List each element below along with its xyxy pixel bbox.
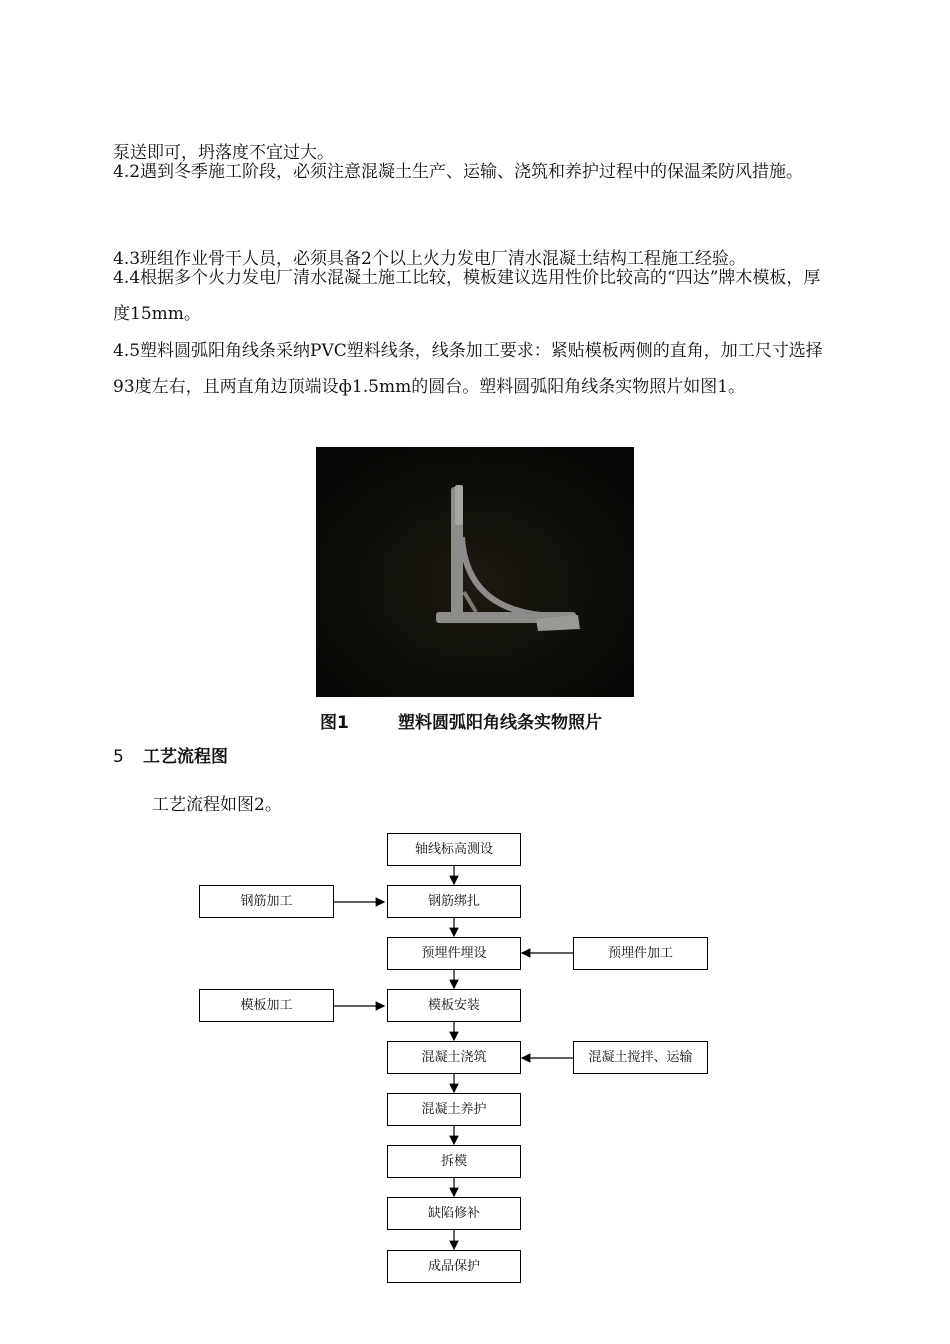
flow-step-product-protection: 成品保护 — [387, 1250, 521, 1283]
flow-step-formwork-install: 模板安装 — [387, 989, 521, 1022]
paragraph-4-4: 4.4根据多个火力发电厂清水混凝土施工比较，模板建议选用性价比较高的“四达”牌木模板，厚度15mm。 — [113, 268, 821, 324]
flow-step-defect-repair: 缺陷修补 — [387, 1197, 521, 1230]
paragraph-4-5: 4.5塑料圆弧阳角线条采纳PVC塑料线条，线条加工要求：紧贴模板两侧的直角，加工尺寸选择93度左右，且两直角边顶端设ф1.5mm的圆台。塑料圆弧阳角线条实物照片如图1。 — [113, 341, 823, 397]
flow-step-concrete-cure: 混凝土养护 — [387, 1093, 521, 1126]
figure-1-number: 图1 — [320, 713, 349, 733]
paragraph-continuation: 泵送即可，坍落度不宜过大。 — [113, 143, 334, 163]
flow-step-form-removal: 拆模 — [387, 1145, 521, 1178]
figure-1-title: 塑料圆弧阳角线条实物照片 — [398, 713, 602, 733]
flow-step-concrete-pour: 混凝土浇筑 — [387, 1041, 521, 1074]
section-5-intro: 工艺流程如图2。 — [152, 795, 282, 815]
flow-input-formwork-processing: 模板加工 — [199, 989, 334, 1022]
flow-step-embed-install: 预埋件埋设 — [387, 937, 521, 970]
paragraph-4-3: 4.3班组作业骨干人员，必须具备2个以上火力发电厂清水混凝土结构工程施工经验。 — [113, 249, 746, 269]
flow-step-rebar-tying: 钢筋绑扎 — [387, 885, 521, 918]
paragraph-4-2: 4.2遇到冬季施工阶段，必须注意混凝土生产、运输、浇筑和养护过程中的保温柔防风措施。 — [113, 162, 804, 182]
section-5-title: 工艺流程图 — [143, 747, 228, 767]
flow-input-concrete-mixing: 混凝土搅拌、运输 — [573, 1041, 708, 1074]
flow-step-axis-survey: 轴线标高测设 — [387, 833, 521, 866]
flow-input-embed-processing: 预埋件加工 — [573, 937, 708, 970]
section-5-number: 5 — [113, 747, 124, 767]
flow-input-rebar-processing: 钢筋加工 — [199, 885, 334, 918]
